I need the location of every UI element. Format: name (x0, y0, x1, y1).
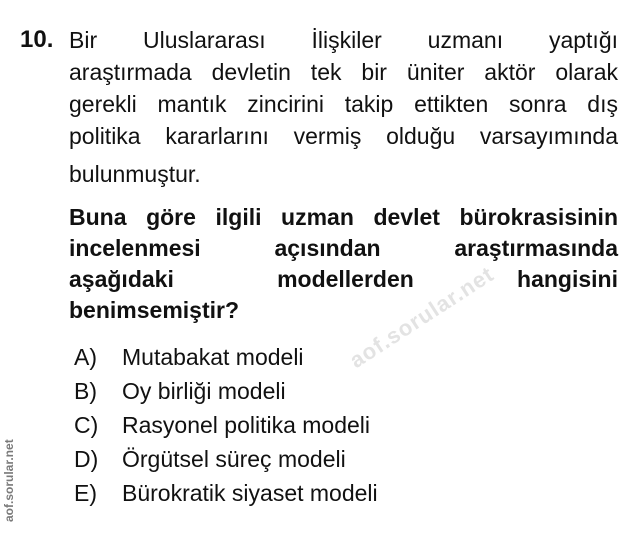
option-letter: E) (74, 480, 97, 506)
stem-line: Bir Uluslararası İlişkiler uzmanı yaptığı (69, 27, 618, 53)
option-letter: D) (74, 446, 99, 472)
option-d[interactable] (74, 442, 378, 476)
watermark-side: aof.sorular.net (2, 439, 16, 522)
option-text: Bürokratik siyaset modeli (122, 480, 378, 506)
prompt-line: aşağıdaki modellerden hangisini (69, 266, 618, 292)
option-text: Rasyonel politika modeli (122, 412, 371, 438)
option-text: Örgütsel süreç modeli (122, 446, 346, 472)
option-letter: A) (74, 344, 97, 370)
option-letter: C) (74, 412, 99, 438)
question-stem (69, 24, 618, 190)
option-a[interactable] (74, 340, 378, 374)
option-letter: B) (74, 378, 97, 404)
option-e[interactable] (74, 476, 378, 510)
stem-line: gerekli mantık zincirini takip ettikten sonra dış (69, 91, 618, 117)
stem-line: politika kararlarını vermiş olduğu varsayımında (69, 123, 618, 149)
option-c[interactable] (74, 408, 378, 442)
stem-line: araştırmada devletin tek bir üniter aktör olarak (69, 59, 618, 85)
prompt-line: incelenmesi açısından araştırmasında (69, 235, 618, 261)
answer-options (74, 340, 378, 510)
prompt-line: Buna göre ilgili uzman devlet bürokrasisinin (69, 204, 618, 230)
prompt-line: benimsemiştir? (69, 297, 239, 323)
option-text: Oy birliği modeli (122, 378, 286, 404)
option-text: Mutabakat modeli (122, 344, 304, 370)
stem-line: bulunmuştur. (69, 161, 201, 187)
question-number: 10. (20, 26, 54, 53)
question-prompt (69, 202, 618, 326)
option-b[interactable] (74, 374, 378, 408)
watermark-diagonal: aof.sorular.net (345, 261, 499, 373)
